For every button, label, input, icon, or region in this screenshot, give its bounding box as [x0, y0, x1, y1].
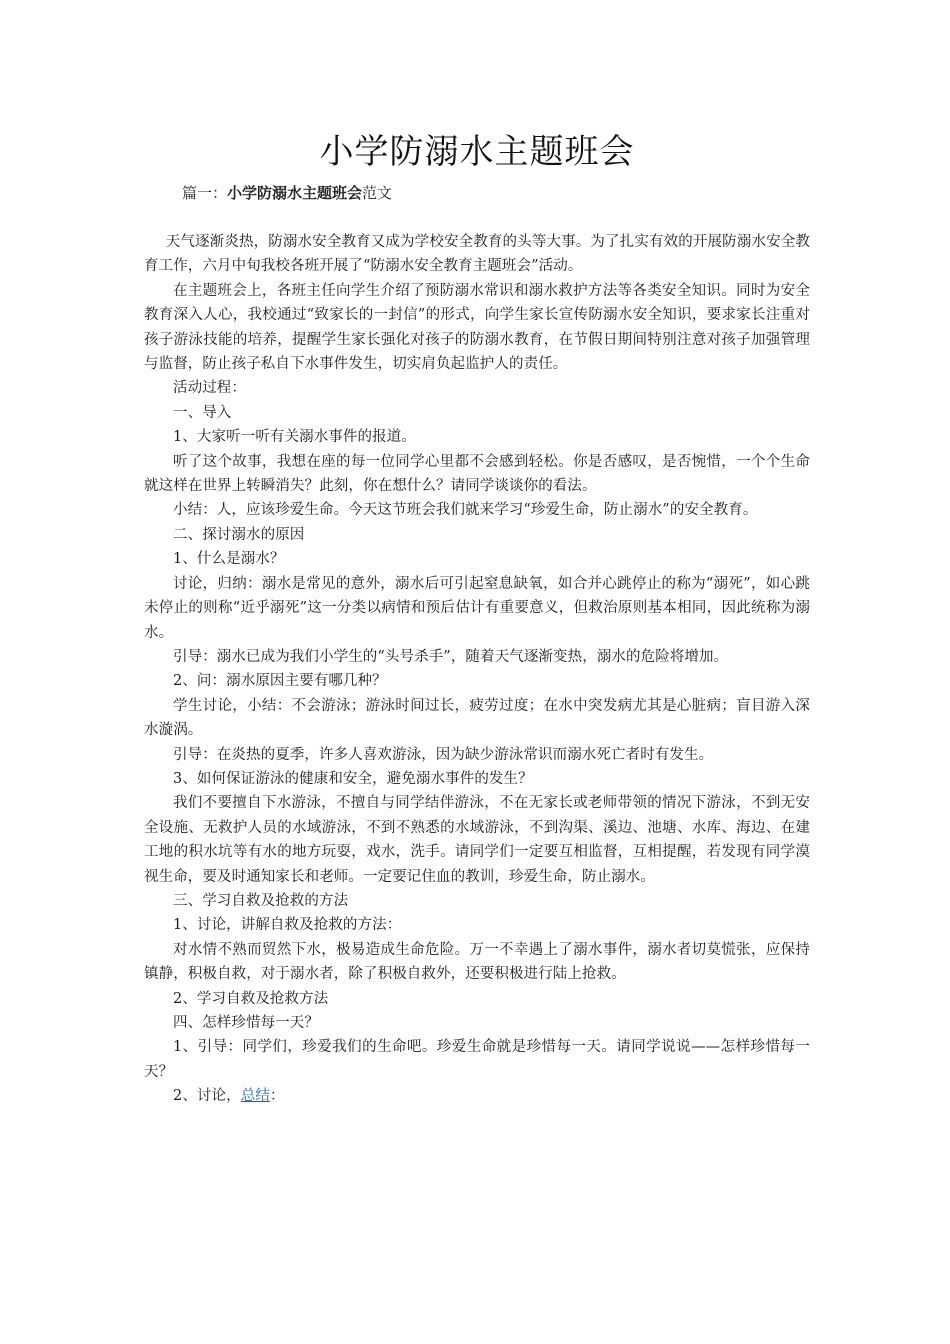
- paragraph: 2、学习自救及抢救方法: [173, 990, 329, 1007]
- document-subtitle: [182, 182, 810, 204]
- section-heading: 三、学习自救及抢救的方法: [173, 892, 349, 909]
- paragraph: 1、什么是溺水？: [173, 551, 285, 568]
- paragraph: 学生讨论，小结：不会游泳；游泳时间过长，疲劳过度；在水中突发病尤其是心脏病；盲目游入深水漩涡。: [144, 697, 810, 739]
- paragraph: 我们不要擅自下水游泳，不擅自与同学结伴游泳，不在无家长或老师带领的情况下游泳，不到无安全设施、无救护人员的水域游泳，不到不熟悉的水域游泳，不到沟渠、溪边、池塘、水库、海边、在建工地的积水坑等有水的地方玩耍，戏水，洗手。请同学们一定要互相监督，互相提醒，若发现有同学漠视生命，要及时通知家长和老师。一定要记住血的教训，珍爱生命，防止溺水。: [144, 795, 810, 885]
- paragraph: 1、引导：同学们，珍爱我们的生命吧。珍爱生命就是珍惜每一天。请同学说说——怎样珍惜每一天？: [144, 1039, 810, 1080]
- document-page: [144, 124, 810, 1109]
- paragraph: 活动过程：: [173, 380, 246, 397]
- paragraph: 3、如何保证游泳的健康和安全，避免溺水事件的发生？: [173, 770, 533, 787]
- paragraph: 1、大家听一听有关溺水事件的报道。: [173, 429, 416, 446]
- paragraph: 在主题班会上，各班主任向学生介绍了预防溺水常识和溺水救护方法等各类安全知识。同时为安全教育深入人心，我校通过“致家长的一封信”的形式，向学生家长宣传防溺水安全知识，要求家长注重对孩子游泳技能的培养，提醒学生家长强化对孩子的防溺水教育，在节假日期间特别注意对孩子加强管理与监督，防止孩子私自下水事件发生，切实肩负起监护人的责任。: [144, 282, 810, 373]
- document-title: 小学防溺水主题班会: [319, 132, 635, 172]
- paragraph: 天气逐渐炎热，防溺水安全教育又成为学校安全教育的头等大事。为了扎实有效的开展防溺水安全教育工作，六月中旬我校各班开展了“防溺水安全教育主题班会”活动。: [144, 234, 810, 275]
- document-body: [144, 230, 810, 1109]
- paragraph: 听了这个故事，我想在座的每一位同学心里都不会感到轻松。你是否感叹，是否惋惜，一个个生命就这样在世界上转瞬消失？此刻，你在想什么？请同学谈谈你的看法。: [144, 453, 810, 495]
- subtitle-prefix: 篇一：: [182, 184, 228, 202]
- last-line-suffix: ：: [269, 1088, 285, 1105]
- paragraph: 小结：人，应该珍爱生命。今天这节班会我们就来学习“珍爱生命，防止溺水”的安全教育。: [173, 502, 758, 519]
- paragraph: 引导：溺水已成为我们小学生的“头号杀手”，随着天气逐渐变热，溺水的危险将增加。: [173, 648, 729, 665]
- paragraph-last: [144, 1084, 810, 1108]
- last-line-prefix: 2、讨论，: [173, 1088, 241, 1105]
- section-heading: 二、探讨溺水的原因: [173, 526, 305, 543]
- paragraph: 讨论，归纳：溺水是常见的意外，溺水后可引起窒息缺氧，如合并心跳停止的称为“溺死”，如心跳未停止的则称“近乎溺死”这一分类以病情和预后估计有重要意义，但救治原则基本相同，因此统称为溺水。: [144, 575, 810, 641]
- subtitle-bold: 小学防溺水主题班会: [227, 184, 363, 202]
- paragraph: 1、讨论，讲解自救及抢救的方法：: [173, 917, 402, 934]
- section-heading: 四、怎样珍惜每一天？: [173, 1015, 319, 1031]
- subtitle-suffix: 范文: [362, 184, 393, 202]
- paragraph: 对水情不熟而贸然下水，极易造成生命危险。万一不幸遇上了溺水事件，溺水者切莫慌张，应保持镇静，积极自救，对于溺水者，除了积极自救外，还要积极进行陆上抢救。: [144, 941, 810, 983]
- section-heading: 一、导入: [173, 404, 232, 421]
- summary-link[interactable]: 总结: [240, 1088, 270, 1105]
- paragraph: 引导：在炎热的夏季，许多人喜欢游泳，因为缺少游泳常识而溺水死亡者时有发生。: [173, 746, 714, 763]
- paragraph: 2、问：溺水原因主要有哪几种？: [173, 673, 387, 690]
